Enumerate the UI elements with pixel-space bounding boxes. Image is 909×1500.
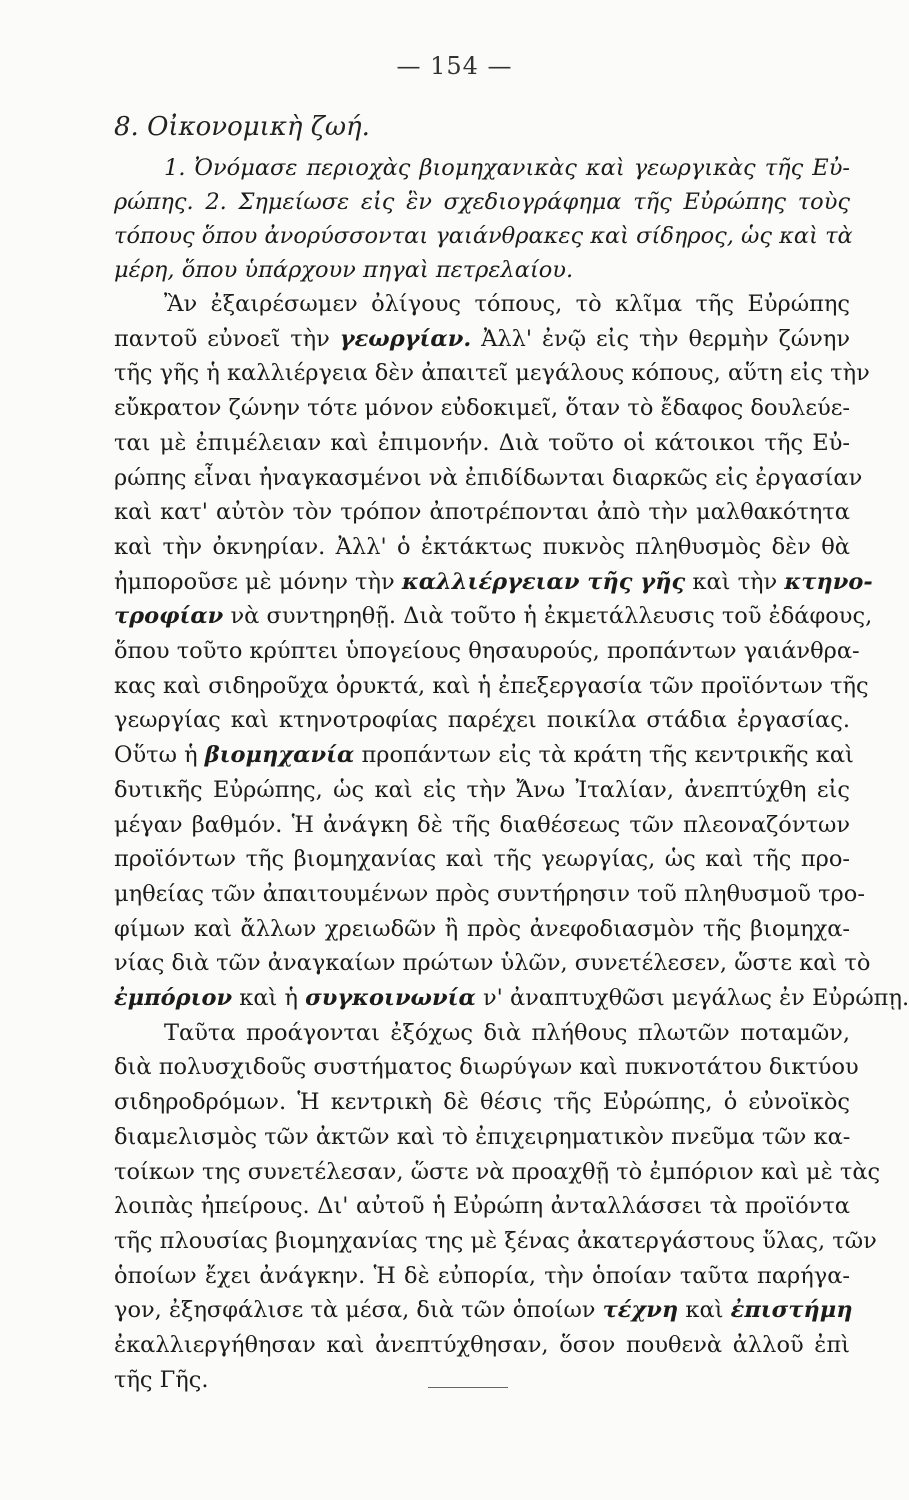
keyword-science: ἐπιστήμη — [730, 1297, 853, 1324]
text-line: μηθείας τῶν ἀπαιτουμένων πρὸς συντήρησιν τοῦ πληθυσμοῦ τρο- — [114, 880, 865, 907]
section-title: 8. Οἰκονομικὴ ζωή. — [114, 112, 370, 142]
text-line: κας καὶ σιδηροῦχα ὀρυκτά, καὶ ἡ ἐπεξεργασία τῶν προϊόντων τῆς — [114, 672, 869, 699]
end-rule — [428, 1387, 508, 1388]
text-line: δυτικῆς Εὐρώπης, ὡς καὶ εἰς τὴν Ἄνω Ἰταλίαν, ἀνεπτύχθη εἰς — [114, 776, 850, 803]
text-line: φίμων καὶ ἄλλων χρειωδῶν ἢ πρὸς ἀνεφοδιασμὸν τῆς βιομηχα- — [114, 915, 850, 942]
keyword-industry: βιομηχανία — [204, 742, 355, 769]
text-line: γον, ἐξησφάλισε τὰ μέσα, διὰ τῶν ὁποίων τέχνη καὶ ἐπιστήμη — [114, 1297, 853, 1324]
keyword-livestock-cont: τροφίαν — [114, 603, 224, 630]
text-line: σιδηροδρόμων. Ἡ κεντρικὴ δὲ θέσις τῆς Εὐρώπης, ὁ εὐνοϊκὸς — [114, 1089, 850, 1116]
text-line: τῆς γῆς ἡ καλλιέργεια δὲν ἀπαιτεῖ μεγάλους κόπους, αὕτη εἰς τὴν — [114, 360, 870, 387]
text-line: ἐκαλλιεργήθησαν καὶ ἀνεπτύχθησαν, ὅσον πουθενὰ ἀλλοῦ ἐπὶ — [114, 1332, 850, 1358]
text-line: νίας διὰ τῶν ἀναγκαίων πρώτων ὑλῶν, συνετέλεσεν, ὥστε καὶ τὸ — [114, 950, 871, 977]
keyword-cultivation: καλλιέργειαν τῆς γῆς — [401, 568, 686, 595]
text-line: ὅπου τοῦτο κρύπτει ὑπογείους θησαυρούς, προπάντων γαιάνθρα- — [114, 638, 860, 664]
keyword-transport: συγκοινωνία — [305, 985, 476, 1011]
text-line: ται μὲ ἐπιμέλειαν καὶ ἐπιμονήν. Διὰ τοῦτο οἱ κάτοικοι τῆς Εὐ- — [114, 429, 850, 456]
text-line: τοίκων της συνετέλεσαν, ὥστε νὰ προαχθῇ τὸ ἐμπόριον καὶ μὲ τὰς — [114, 1158, 881, 1185]
text-line: εὔκρατον ζώνην τότε μόνον εὐδοκιμεῖ, ὅταν τὸ ἔδαφος δουλεύε- — [114, 395, 851, 422]
text-line: καὶ τὴν ὀκνηρίαν. Ἀλλ' ὁ ἐκτάκτως πυκνὸς πληθυσμὸς δὲν θὰ — [114, 533, 850, 560]
text-line: τροφίαν νὰ συντηρηθῇ. Διὰ τοῦτο ἡ ἐκμετάλλευσις τοῦ ἐδάφους, — [114, 603, 873, 630]
text-line: παντοῦ εὐνοεῖ τὴν γεωργίαν. Ἀλλ' ἐνῷ εἰς τὴν θερμὴν ζώνην — [114, 325, 850, 352]
text-line: τῆς πλουσίας βιομηχανίας της μὲ ξένας ἀκατεργάστους ὕλας, τῶν — [114, 1227, 877, 1254]
exercise-line: τόπους ὅπου ἀνορύσσονται γαιάνθρακες καὶ σίδηρος, ὡς καὶ τὰ — [114, 223, 853, 249]
text-line: Οὕτω ἡ βιομηχανία προπάντων εἰς τὰ κράτη τῆς κεντρικῆς καὶ — [114, 742, 854, 769]
text-line: Ἂν ἐξαιρέσωμεν ὀλίγους τόπους, τὸ κλῖμα τῆς Εὐρώπης — [164, 291, 850, 317]
text-line: ρώπης εἶναι ἠναγκασμένοι νὰ ἐπιδίδωνται διαρκῶς εἰς ἐργασίαν — [114, 464, 863, 491]
text-line: τῆς Γῆς. — [114, 1366, 209, 1393]
text-line: Ταῦτα προάγονται ἐξόχως διὰ πλήθους πλωτῶν ποταμῶν, — [164, 1019, 850, 1046]
keyword-livestock: κτηνο- — [784, 568, 873, 595]
text-line: διὰ πολυσχιδοῦς συστήματος διωρύγων καὶ πυκνοτάτου δικτύου — [114, 1054, 859, 1081]
page-number: — 154 — — [396, 52, 513, 80]
keyword-agriculture: γεωργίαν. — [339, 325, 472, 352]
text-line: διαμελισμὸς τῶν ἀκτῶν καὶ τὸ ἐπιχειρηματικὸν πνεῦμα τῶν κα- — [114, 1123, 851, 1150]
text-line: καὶ κατ' αὐτὸν τὸν τρόπον ἀποτρέπονται ἀπὸ τὴν μαλθακότητα — [114, 499, 850, 526]
text-line: γεωργίας καὶ κτηνοτροφίας παρέχει ποικίλα στάδια ἐργασίας. — [114, 707, 850, 734]
keyword-commerce: ἐμπόριον — [114, 985, 233, 1011]
keyword-art: τέχνη — [602, 1297, 679, 1324]
text-line: μέγαν βαθμόν. Ἡ ἀνάγκη δὲ τῆς διαθέσεως τῶν πλεοναζόντων — [114, 811, 850, 838]
text-line: ἠμποροῦσε μὲ μόνην τὴν καλλιέργειαν τῆς γῆς καὶ τὴν κτηνο- — [114, 568, 873, 595]
exercise-line: ρώπης. 2. Σημείωσε εἰς ἓν σχεδιογράφημα τῆς Εὐρώπης τοὺς — [114, 189, 850, 215]
text-line: προϊόντων τῆς βιομηχανίας καὶ τῆς γεωργίας, ὡς καὶ τῆς προ- — [114, 846, 850, 873]
exercise-line: μέρη, ὅπου ὑπάρχουν πηγαὶ πετρελαίου. — [114, 257, 574, 283]
text-line: λοιπὰς ἠπείρους. Δι' αὐτοῦ ἡ Εὐρώπη ἀνταλλάσσει τὰ προϊόντα — [114, 1193, 850, 1220]
text-line: ἐμπόριον καὶ ἡ συγκοινωνία ν' ἀναπτυχθῶσι μεγάλως ἐν Εὐρώπῃ. — [114, 985, 909, 1011]
exercise-line: 1. Ὀνόμασε περιοχὰς βιομηχανικὰς καὶ γεωργικὰς τῆς Εὐ- — [164, 155, 850, 181]
text-line: ὁποίων ἔχει ἀνάγκην. Ἡ δὲ εὐπορία, τὴν ὁποίαν ταῦτα παρήγα- — [114, 1262, 850, 1289]
